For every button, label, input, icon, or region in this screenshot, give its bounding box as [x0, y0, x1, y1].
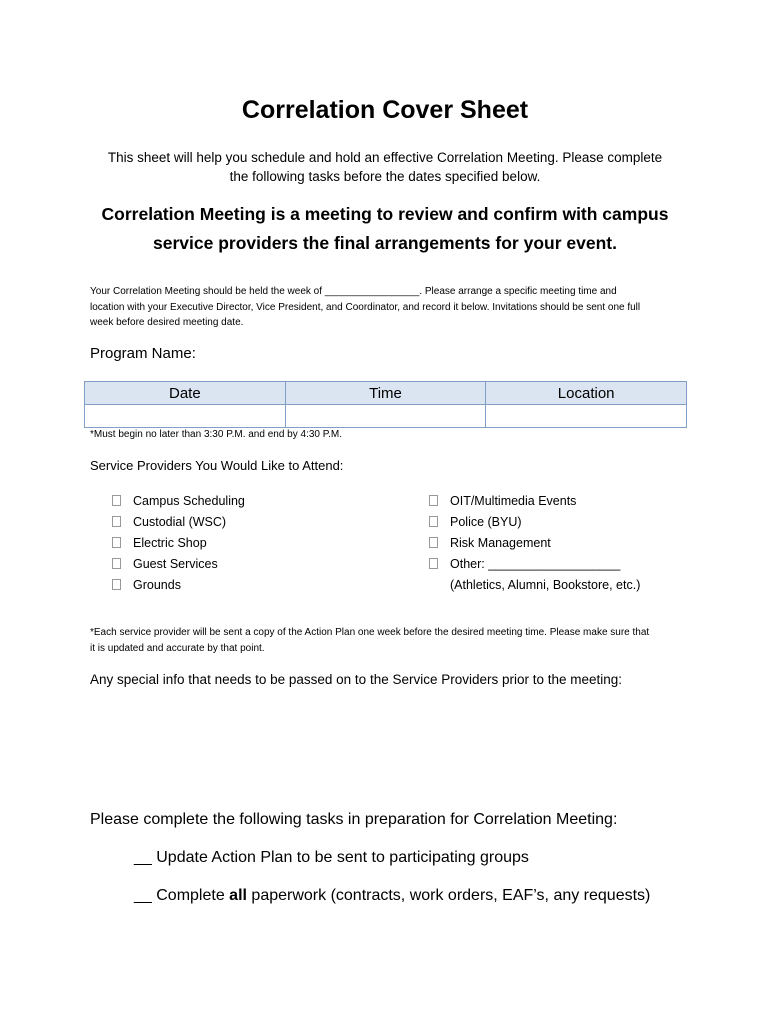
- table-header-time: Time: [285, 382, 486, 405]
- checkbox[interactable]: [429, 537, 438, 548]
- checkbox[interactable]: [429, 495, 438, 506]
- checkbox[interactable]: [429, 558, 438, 569]
- schedule-table: [84, 381, 687, 428]
- task-complete-paperwork: [134, 887, 650, 905]
- list-item: [112, 533, 245, 554]
- provider-label: OIT/Multimedia Events: [450, 494, 577, 508]
- table-row: [85, 405, 687, 428]
- definition-line: Correlation Meeting is a meeting to review and confirm with campus: [101, 204, 669, 224]
- intro-line: This sheet will help you schedule and hold an effective Correlation Meeting. Please complete: [107, 150, 663, 165]
- provider-label: Police (BYU): [450, 515, 522, 529]
- list-item: [429, 491, 640, 512]
- instructions-line: location with your Executive Director, Vice President, and Coordinator, and record it below. Invitations should be sent one full: [90, 301, 641, 313]
- provider-label: Grounds: [133, 578, 181, 592]
- list-item: [429, 533, 640, 554]
- provider-label: Guest Services: [133, 557, 218, 571]
- providers-list-left: [112, 491, 245, 596]
- time-footnote: *Must begin no later than 3:30 P.M. and end by 4:30 P.M.: [90, 429, 343, 440]
- action-plan-note: [90, 625, 690, 656]
- instructions-line: week before desired meeting date.: [90, 317, 244, 328]
- task-update-action-plan: __ Update Action Plan to be sent to participating groups: [134, 849, 529, 866]
- list-item: [112, 491, 245, 512]
- checkbox[interactable]: [112, 516, 121, 527]
- table-header-location: Location: [486, 382, 687, 405]
- list-item: [112, 512, 245, 533]
- table-header-date: Date: [85, 382, 286, 405]
- special-info-label: Any special info that needs to be passed on to the Service Providers prior to the meeting:: [90, 672, 623, 687]
- note-line: *Each service provider will be sent a copy of the Action Plan one week before the desired meeting time. Please make sure that: [90, 627, 650, 638]
- tasks-heading: Please complete the following tasks in preparation for Correlation Meeting:: [90, 811, 618, 828]
- intro-paragraph: [60, 148, 710, 186]
- provider-label: Other: ___________________: [450, 557, 621, 571]
- time-cell[interactable]: [285, 405, 486, 428]
- list-item: [112, 575, 245, 596]
- provider-label: Custodial (WSC): [133, 515, 227, 529]
- intro-line: the following tasks before the dates specified below.: [229, 169, 541, 184]
- checkbox[interactable]: [429, 516, 438, 527]
- date-cell[interactable]: [85, 405, 286, 428]
- location-cell[interactable]: [486, 405, 687, 428]
- list-item: [429, 575, 640, 596]
- definition-heading: [60, 200, 710, 258]
- checkbox[interactable]: [112, 495, 121, 506]
- checkbox[interactable]: [112, 558, 121, 569]
- list-item: [112, 554, 245, 575]
- note-line: it is updated and accurate by that point.: [90, 642, 265, 654]
- page-title: Correlation Cover Sheet: [241, 96, 529, 124]
- provider-label: Campus Scheduling: [133, 494, 245, 508]
- provider-label: Risk Management: [450, 536, 551, 550]
- provider-label: Electric Shop: [133, 536, 207, 550]
- instructions-paragraph: [90, 284, 690, 331]
- program-name-label: Program Name:: [90, 345, 196, 362]
- checkbox[interactable]: [112, 537, 121, 548]
- checkbox[interactable]: [112, 579, 121, 590]
- providers-heading: Service Providers You Would Like to Attend:: [90, 458, 344, 473]
- task-text: __ Complete: [134, 887, 230, 904]
- task-emphasis: all: [229, 887, 247, 904]
- definition-line: service providers the final arrangements for your event.: [153, 233, 617, 253]
- provider-note: (Athletics, Alumni, Bookstore, etc.): [450, 578, 641, 592]
- list-item: [429, 512, 640, 533]
- task-text: paperwork (contracts, work orders, EAF’s, any requests): [246, 887, 651, 904]
- instructions-line: Your Correlation Meeting should be held the week of _________________. Please arrange a specific meeting time and: [90, 286, 617, 297]
- list-item: [429, 554, 640, 575]
- providers-list-right: [429, 491, 640, 596]
